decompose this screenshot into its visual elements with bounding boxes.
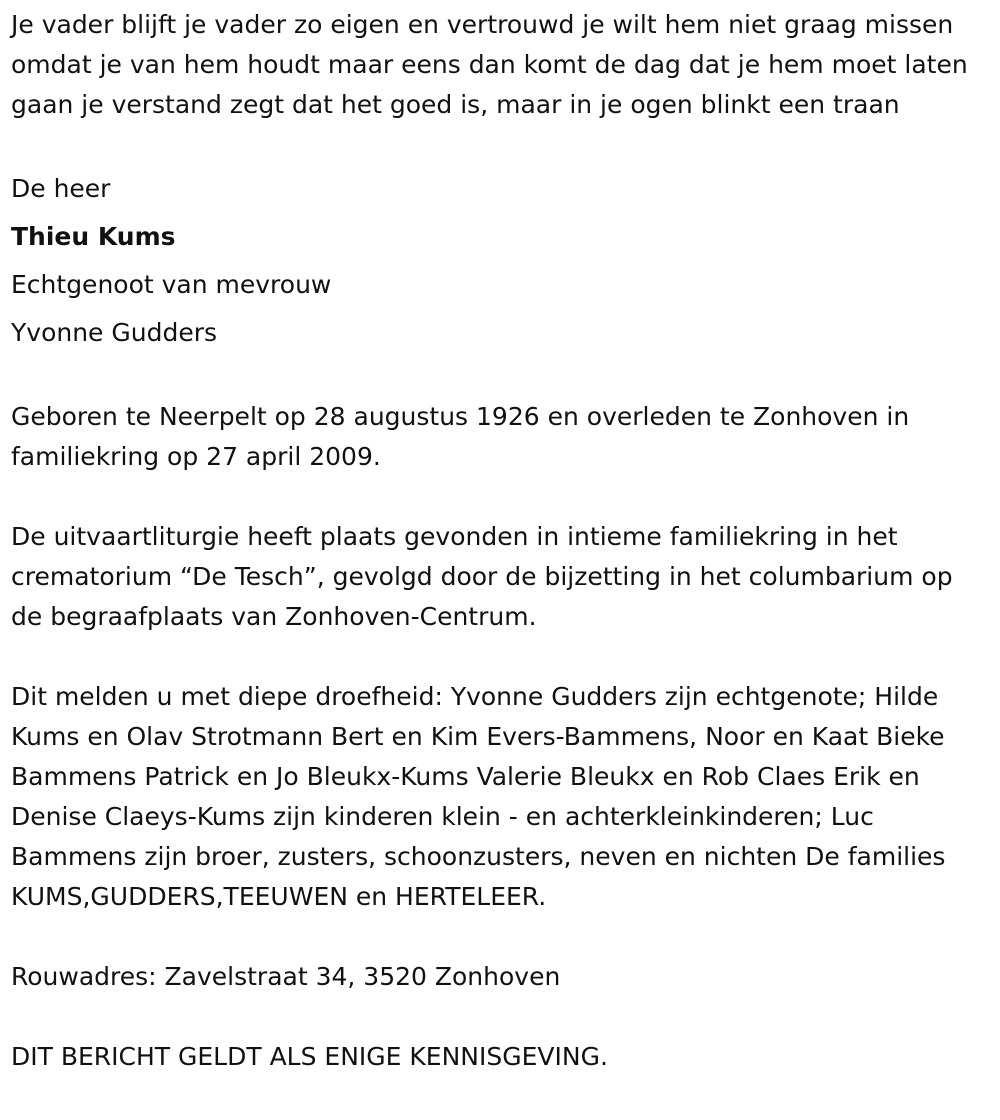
spacer xyxy=(11,477,990,517)
spacer xyxy=(11,637,990,677)
deceased-name: Thieu Kums xyxy=(11,222,176,251)
spacer xyxy=(11,357,990,397)
closing-statement: DIT BERICHT GELDT ALS ENIGE KENNISGEVING. xyxy=(11,1042,608,1071)
spouse-name: Yvonne Gudders xyxy=(11,318,218,347)
poem-paragraph: Je vader blijft je vader zo eigen en vertrouwd je wilt hem niet graag missen omdat je van hem houdt maar eens dan komt de dag dat je hem moet laten gaan je verstand zegt dat het goed is, maar in je ogen blinkt een traan xyxy=(11,10,968,119)
funeral-paragraph: De uitvaartliturgie heeft plaats gevonden in intieme familiekring in het crematorium “De Tesch”, gevolgd door de bijzetting in het columbarium op de begraafplaats van Zonhoven-Centrum. xyxy=(11,522,953,631)
spouse-label: Echtgenoot van mevrouw xyxy=(11,270,332,299)
spacer xyxy=(11,125,990,165)
mourning-address: Rouwadres: Zavelstraat 34, 3520 Zonhoven xyxy=(11,962,561,991)
honorific: De heer xyxy=(11,174,111,203)
spacer xyxy=(11,917,990,957)
family-paragraph: Dit melden u met diepe droefheid: Yvonne Gudders zijn echtgenote; Hilde Kums en Olav Strotmann Bert en Kim Evers-Bammens, Noor en Kaat Bieke Bammens Patrick en Jo Bleukx-Kums Valerie Bleukx en Rob Claes Erik en Denise Claeys-Kums zijn kinderen klein - en achterkleinkinderen; Luc Bammens zijn broer, zusters, schoonzusters, neven en nichten De families KUMS,GUDDERS,TEEUWEN en HERTELEER. xyxy=(11,682,946,911)
birth-death-paragraph: Geboren te Neerpelt op 28 augustus 1926 en overleden te Zonhoven in familiekring op 27 april 2009. xyxy=(11,402,910,471)
spacer xyxy=(11,997,990,1037)
